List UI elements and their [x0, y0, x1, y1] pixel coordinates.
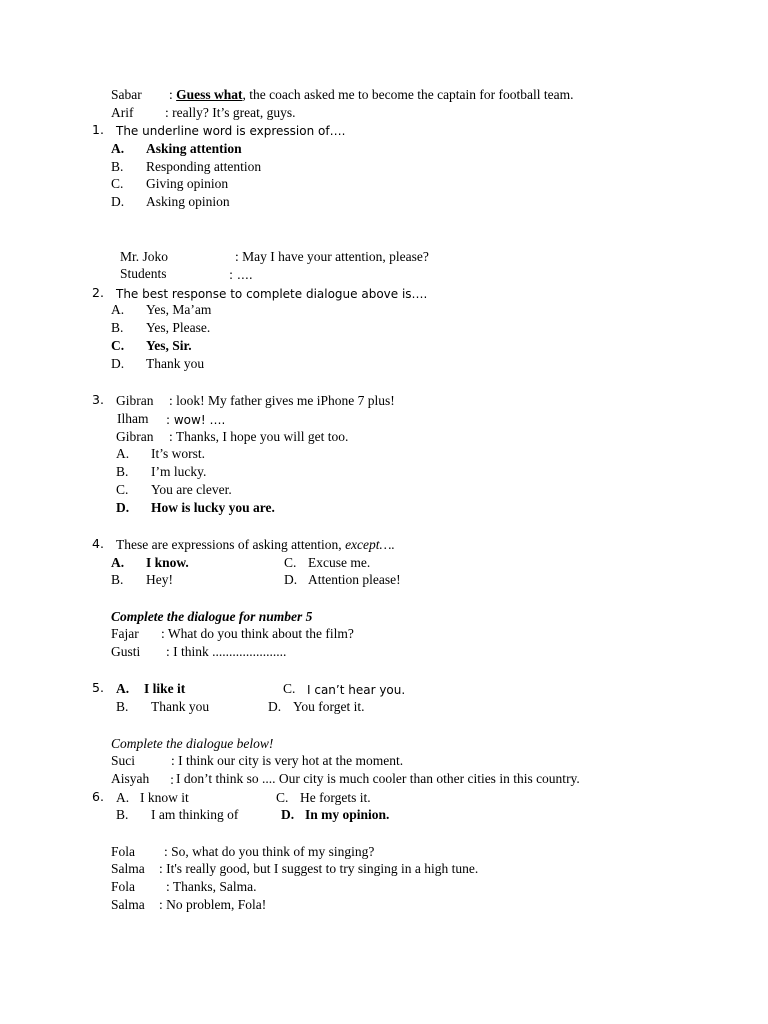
speaker-sabar: Sabar: [111, 87, 142, 102]
option-text: He forgets it.: [300, 790, 371, 805]
option-letter: B.: [111, 320, 124, 335]
option-answer: Yes, Sir.: [146, 338, 192, 353]
dialogue-line-gibran: : look! My father gives me iPhone 7 plus!: [169, 393, 395, 408]
speaker-fola: Fola: [111, 844, 136, 859]
option-letter: B.: [111, 572, 124, 587]
option-answer: In my opinion.: [305, 807, 390, 822]
option-letter: A.: [116, 790, 130, 805]
option-text: Attention please!: [308, 572, 401, 587]
option-letter: B.: [116, 464, 129, 479]
option-text: Excuse me.: [308, 555, 371, 570]
option-answer: Asking attention: [146, 141, 242, 156]
speaker-aisyah: Aisyah: [111, 771, 150, 786]
instruction-number-5: Complete the dialogue for number 5: [111, 609, 313, 624]
dialogue-line-gusti: : I think ......................: [166, 644, 287, 659]
question-number-5: 5.: [92, 680, 104, 695]
dialogue-line-fola: : So, what do you think of my singing?: [164, 844, 375, 859]
option-letter: D.: [111, 194, 125, 209]
dialogue-text: , the coach asked me to become the captain for football team.: [242, 87, 574, 102]
option-letter: A.: [111, 141, 125, 156]
option-letter: B.: [111, 159, 124, 174]
option-text: Asking opinion: [146, 194, 230, 209]
option-letter: D.: [284, 572, 298, 587]
option-text: Thank you: [146, 356, 205, 371]
dialogue-line-students: : ….: [229, 268, 253, 282]
question-number-2: 2.: [92, 285, 104, 300]
option-letter: C.: [116, 482, 129, 497]
option-letter: D.: [116, 500, 130, 515]
option-text: You are clever.: [151, 482, 232, 497]
speaker-gusti: Gusti: [111, 644, 141, 659]
speaker-salma: Salma: [111, 861, 145, 876]
option-answer: How is lucky you are.: [151, 500, 275, 515]
question-number-1: 1.: [92, 122, 104, 137]
speaker-salma: Salma: [111, 897, 145, 912]
speaker-ilham: Ilham: [117, 411, 149, 426]
question-1-text: The underline word is expression of….: [116, 124, 346, 138]
question-number-4: 4.: [92, 536, 104, 551]
dialogue-line-fola: : Thanks, Salma.: [166, 879, 257, 894]
option-text: I know it: [140, 790, 189, 805]
dialogue-line-joko: : May I have your attention, please?: [235, 249, 429, 264]
option-letter: B.: [116, 699, 129, 714]
option-text: I am thinking of: [151, 807, 239, 822]
underlined-expression: Guess what: [176, 87, 243, 102]
speaker-gibran: Gibran: [116, 393, 154, 408]
instruction-dialogue: Complete the dialogue below!: [111, 736, 274, 751]
option-letter: D.: [281, 807, 295, 822]
speaker-fajar: Fajar: [111, 626, 139, 641]
option-text: Giving opinion: [146, 176, 229, 191]
option-text: Thank you: [151, 699, 210, 714]
option-text: I can’t hear you.: [307, 683, 406, 697]
option-letter: C.: [111, 338, 125, 353]
option-letter: C.: [283, 681, 296, 696]
option-text: Yes, Please.: [146, 320, 211, 335]
speaker-fola: Fola: [111, 879, 136, 894]
option-letter: D.: [111, 356, 125, 371]
option-letter: D.: [268, 699, 282, 714]
question-2-text: The best response to complete dialogue above is….: [116, 287, 428, 301]
colon: :: [170, 773, 175, 787]
speaker-gibran: Gibran: [116, 429, 154, 444]
speaker-arif: Arif: [111, 105, 134, 120]
question-number-6: 6.: [92, 789, 104, 804]
option-text: Yes, Ma’am: [146, 302, 212, 317]
option-text: You forget it.: [293, 699, 365, 714]
option-letter: C.: [111, 176, 124, 191]
option-text: I’m lucky.: [151, 464, 207, 479]
option-letter: A.: [116, 446, 130, 461]
speaker-suci: Suci: [111, 753, 136, 768]
speaker-students: Students: [120, 266, 167, 281]
dialogue-line-salma: : No problem, Fola!: [159, 897, 267, 912]
option-letter: C.: [284, 555, 297, 570]
option-text: Hey!: [146, 572, 173, 587]
dialogue-line-sabar: [169, 86, 574, 104]
option-text: Responding attention: [146, 159, 262, 174]
option-text: It’s worst.: [151, 446, 205, 461]
dialogue-line-arif: : really? It’s great, guys.: [165, 105, 296, 120]
option-answer: I like it: [144, 681, 186, 696]
dialogue-line-salma: : It's really good, but I suggest to try singing in a high tune.: [159, 861, 479, 876]
option-letter: C.: [276, 790, 289, 805]
question-text: These are expressions of asking attention,: [116, 537, 342, 552]
option-letter: A.: [111, 302, 125, 317]
dialogue-line-ilham: : wow! ….: [166, 413, 226, 427]
option-letter: A.: [111, 555, 125, 570]
dialogue-line-fajar: : What do you think about the film?: [161, 626, 354, 641]
question-4-text: [116, 536, 395, 554]
dialogue-line-suci: : I think our city is very hot at the moment.: [171, 753, 404, 768]
question-emphasis: except….: [345, 537, 395, 552]
dialogue-line-gibran: : Thanks, I hope you will get too.: [169, 429, 349, 444]
option-answer: I know.: [146, 555, 189, 570]
option-letter: A.: [116, 681, 130, 696]
colon: :: [169, 87, 177, 102]
speaker-mr-joko: Mr. Joko: [120, 249, 169, 264]
dialogue-line-aisyah: I don’t think so .... Our city is much cooler than other cities in this country.: [176, 771, 580, 786]
option-letter: B.: [116, 807, 129, 822]
question-number-3: 3.: [92, 392, 104, 407]
